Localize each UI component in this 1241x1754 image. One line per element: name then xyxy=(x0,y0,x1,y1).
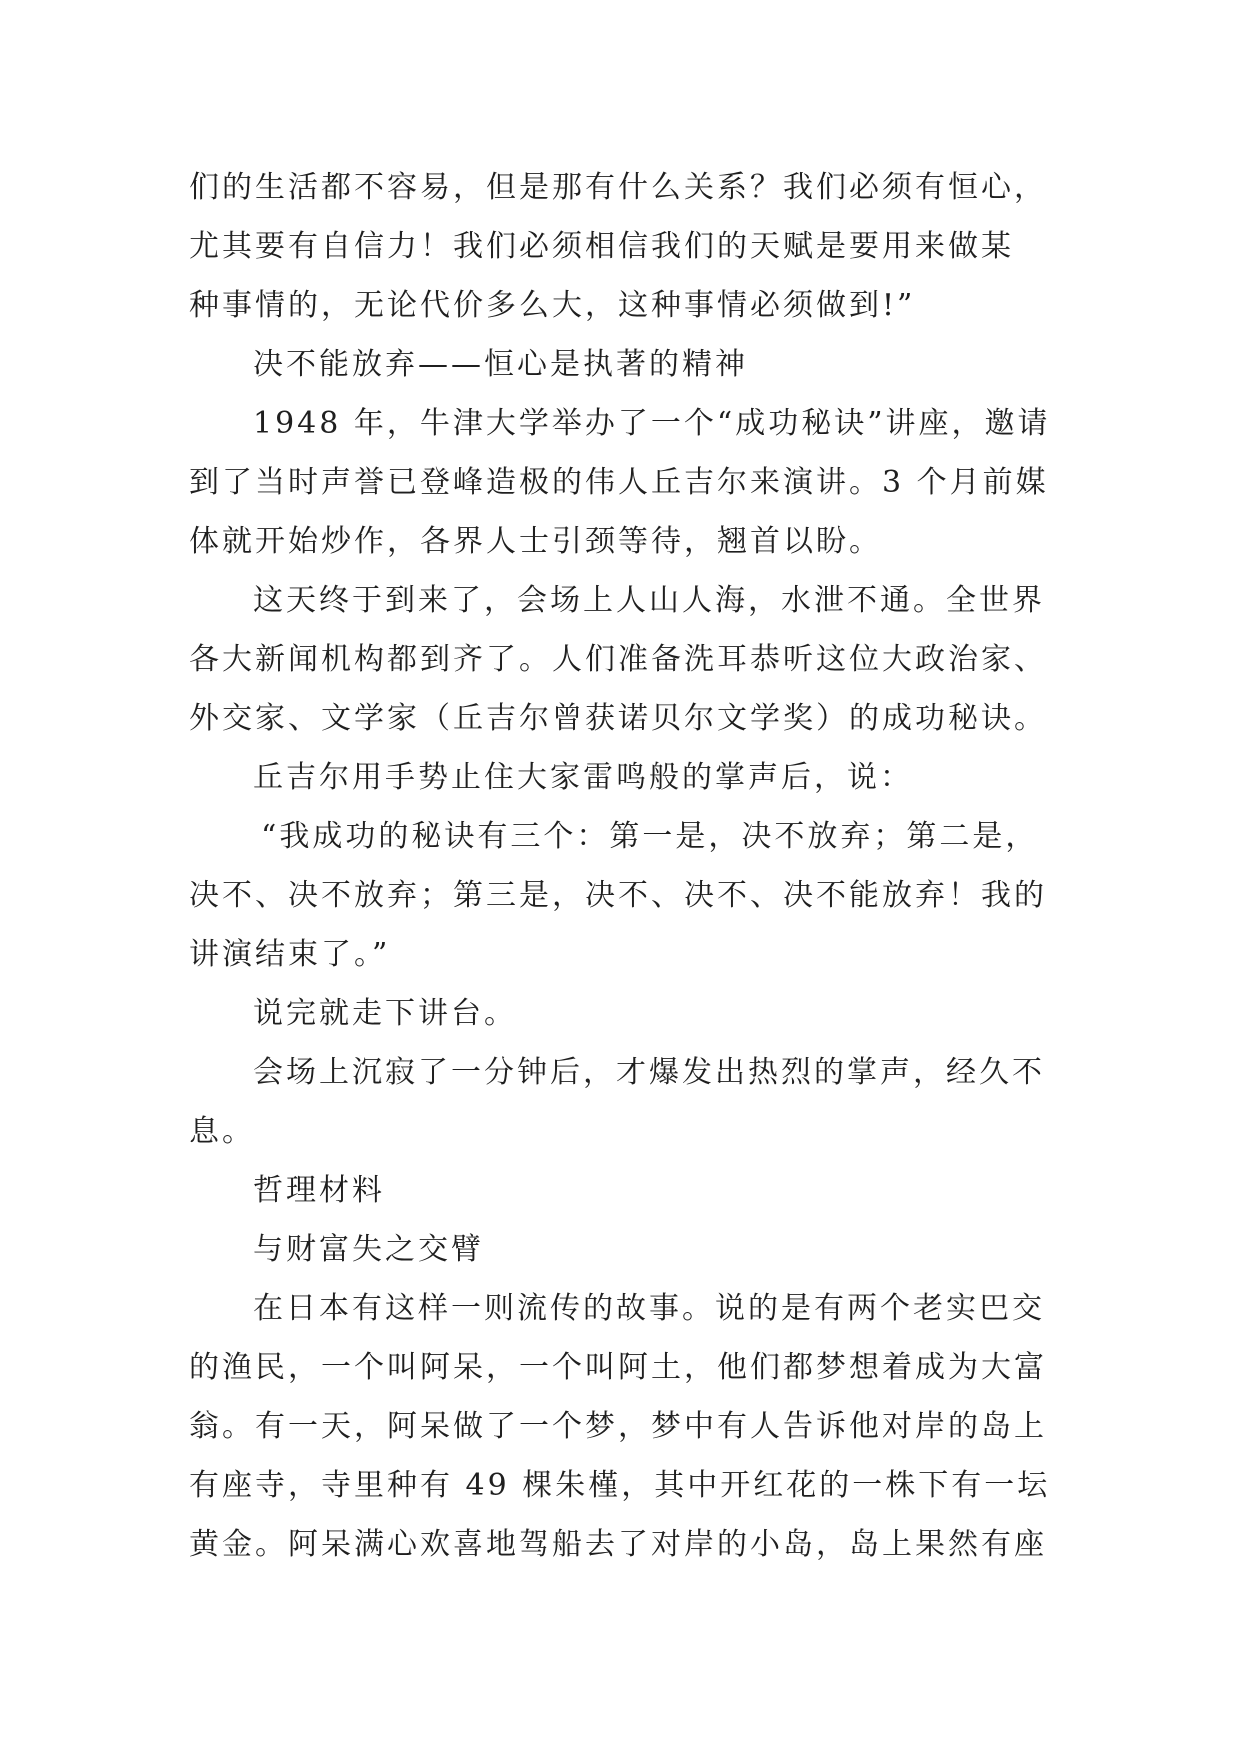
text-line: 外交家、文学家（丘吉尔曾获诺贝尔文学奖）的成功秘诀。 xyxy=(189,701,1047,736)
text-line: 到了当时声誉已登峰造极的伟人丘吉尔来演讲。3 个月前媒 xyxy=(189,465,1049,500)
quote-line: “我成功的秘诀有三个：第一是，决不放弃；第二是， xyxy=(261,819,1039,854)
text-line: 这天终于到来了，会场上人山人海，水泄不通。全世界 xyxy=(253,583,1045,618)
section-heading: 与财富失之交臂 xyxy=(253,1232,484,1267)
quote-line: 讲演结束了。” xyxy=(189,937,391,972)
text-line: 的渔民，一个叫阿呆，一个叫阿土，他们都梦想着成为大富 xyxy=(189,1350,1047,1385)
text-line: 息。 xyxy=(189,1114,255,1149)
text-line: 会场上沉寂了一分钟后，才爆发出热烈的掌声，经久不 xyxy=(253,1055,1045,1090)
section-heading: 决不能放弃——恒心是执著的精神 xyxy=(253,347,748,382)
text-line: 有座寺，寺里种有 49 棵朱槿，其中开红花的一株下有一坛 xyxy=(189,1468,1051,1503)
text-line: 体就开始炒作，各界人士引颈等待，翘首以盼。 xyxy=(189,524,882,559)
section-heading: 哲理材料 xyxy=(253,1173,385,1208)
text-line: 说完就走下讲台。 xyxy=(253,996,517,1031)
text-line: 翁。有一天，阿呆做了一个梦，梦中有人告诉他对岸的岛上 xyxy=(189,1409,1047,1444)
text-line: 1948 年，牛津大学举办了一个“成功秘诀”讲座，邀请 xyxy=(253,406,1051,441)
quote-line: 决不、决不放弃；第三是，决不、决不、决不能放弃！我的 xyxy=(189,878,1047,913)
text-line: 尤其要有自信力！我们必须相信我们的天赋是要用来做某 xyxy=(189,229,1014,264)
body-text xyxy=(189,158,1069,1574)
text-line: 各大新闻机构都到齐了。人们准备洗耳恭听这位大政治家、 xyxy=(189,642,1047,677)
text-line: 丘吉尔用手势止住大家雷鸣般的掌声后，说： xyxy=(253,760,913,795)
text-line: 在日本有这样一则流传的故事。说的是有两个老实巴交 xyxy=(253,1291,1045,1326)
text-line: 黄金。阿呆满心欢喜地驾船去了对岸的小岛，岛上果然有座 xyxy=(189,1527,1047,1562)
text-line: 种事情的，无论代价多么大，这种事情必须做到!” xyxy=(189,288,916,323)
text-line: 们的生活都不容易，但是那有什么关系？我们必须有恒心， xyxy=(189,170,1047,205)
